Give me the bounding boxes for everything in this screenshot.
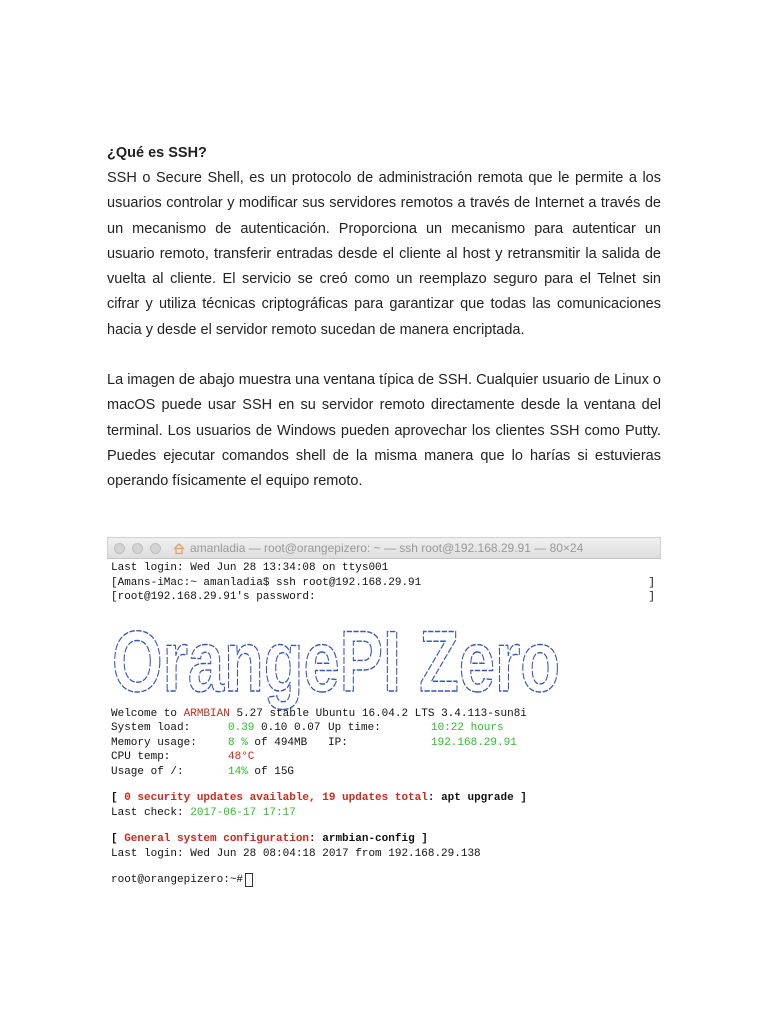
ssh-command-text: [Amans-iMac:~ amanladia$ ssh root@192.168.29.91: [111, 576, 422, 589]
cpu-temp-value: 48°C: [228, 751, 255, 763]
armbian-label: ARMBIAN: [183, 707, 230, 720]
orange-pi-zero-banner: [111, 607, 571, 710]
last-check-value: 2017-06-17 17:17: [190, 806, 296, 819]
disk-usage-row: [111, 765, 657, 780]
shell-prompt-line[interactable]: [111, 873, 657, 888]
config-open: [: [111, 833, 125, 845]
ip-label: IP:: [328, 736, 348, 749]
config-colon: :: [309, 833, 323, 845]
terminal-screenshot: [107, 537, 661, 895]
up-time-value: 10:22 hours: [431, 722, 504, 734]
disk-usage-value: [228, 765, 294, 780]
config-line: [111, 832, 657, 847]
memory-row: [111, 736, 657, 751]
paragraph-ssh-window: La imagen de abajo muestra una ventana típica de SSH. Cualquier usuario de Linux o macOS puede usar SSH en su servidor remoto directamente desde la ventana del terminal. Los usuarios de Windows pueden aprovechar los clientes SSH como Putty. Puedes ejecutar comandos shell de la misma manera que lo harías si estuvieras operando físicamente el equipo remoto.: [107, 372, 661, 490]
updates-text: 0 security updates available, 19 updates total: [124, 792, 428, 804]
paragraph-what-is-ssh: SSH o Secure Shell, es un protocolo de administración remota que le permite a los usuarios controlar y modificar sus servidores remotos a través de Internet a través de un mecanismo de autenticación. Proporciona un mecanismo para autenticar un usuario remoto, transferir entradas desde el cliente al host y retransmitir la salida de vuelta al cliente. El servicio se creó como un reemplazo seguro para el Telnet sin cifrar y utiliza técnicas criptográficas para garantizar que todas las comunicaciones hacia y desde el servidor remoto sucedan de manera encriptada.: [107, 170, 661, 338]
config-close: ]: [414, 833, 428, 845]
system-load-row: [111, 721, 657, 736]
cursor-icon: [245, 873, 253, 887]
config-text: General system configuration: [124, 833, 310, 845]
window-title: [173, 541, 583, 555]
disk-usage-rest: of 15G: [247, 765, 295, 778]
system-load-label: System load:: [111, 722, 191, 734]
terminal-output: [107, 559, 661, 888]
ip-value: 192.168.29.91: [431, 736, 517, 749]
article-content: [107, 141, 661, 495]
disk-usage-highlight: 14%: [228, 765, 248, 778]
window-controls: [114, 543, 161, 554]
system-load-highlight: 0.39: [228, 722, 255, 734]
updates-command: apt upgrade: [441, 792, 514, 804]
system-load-value: [228, 721, 328, 736]
password-prompt-line: [111, 590, 657, 605]
ssh-command-line: [111, 576, 657, 591]
spacer: [111, 820, 657, 832]
close-dot-icon: [114, 543, 125, 554]
last-check-line: [111, 806, 657, 821]
updates-close: ]: [513, 792, 527, 804]
memory-label: Memory usage:: [111, 736, 197, 749]
memory-rest: of 494MB: [247, 736, 308, 749]
updates-open: [: [111, 792, 125, 804]
up-time-label: Up time:: [328, 722, 381, 734]
memory-highlight: 8 %: [228, 736, 248, 749]
disk-usage-label: Usage of /:: [111, 765, 184, 778]
last-login2-line: Last login: Wed Jun 28 08:04:18 2017 from 192.168.29.138: [111, 847, 481, 860]
last-check-label: Last check:: [111, 806, 191, 819]
spacer: [111, 861, 657, 873]
zoom-dot-icon: [150, 543, 161, 554]
window-title-text: amanladia — root@orangepizero: ~ — ssh root@192.168.29.91 — 80×24: [190, 541, 584, 555]
password-prompt-text: [root@192.168.29.91's password:: [111, 591, 316, 603]
config-command: armbian-config: [322, 833, 415, 845]
home-icon: [173, 543, 185, 554]
memory-value: [228, 736, 328, 751]
welcome-prefix: Welcome to: [111, 707, 184, 720]
updates-line: [111, 791, 657, 806]
last-login-line: Last login: Wed Jun 28 13:34:08 on ttys001: [111, 562, 389, 574]
minimize-dot-icon: [132, 543, 143, 554]
updates-colon: :: [427, 792, 442, 804]
line-bracket: ]: [648, 591, 655, 603]
welcome-rest: 5.27 stable Ubuntu 16.04.2 LTS 3.4.113-sun8i: [229, 707, 527, 720]
cpu-temp-label: CPU temp:: [111, 751, 171, 763]
cpu-temp-row: [111, 750, 657, 765]
spacer: [111, 779, 657, 791]
section-heading: ¿Qué es SSH?: [107, 145, 207, 161]
ascii-banner: [111, 607, 657, 710]
line-bracket: ]: [648, 576, 655, 589]
system-load-rest: 0.10 0.07: [254, 722, 321, 734]
shell-prompt: root@orangepizero:~#: [111, 874, 244, 886]
banner-text: OrangePI Zero: [112, 613, 560, 710]
terminal-titlebar: [107, 537, 661, 559]
